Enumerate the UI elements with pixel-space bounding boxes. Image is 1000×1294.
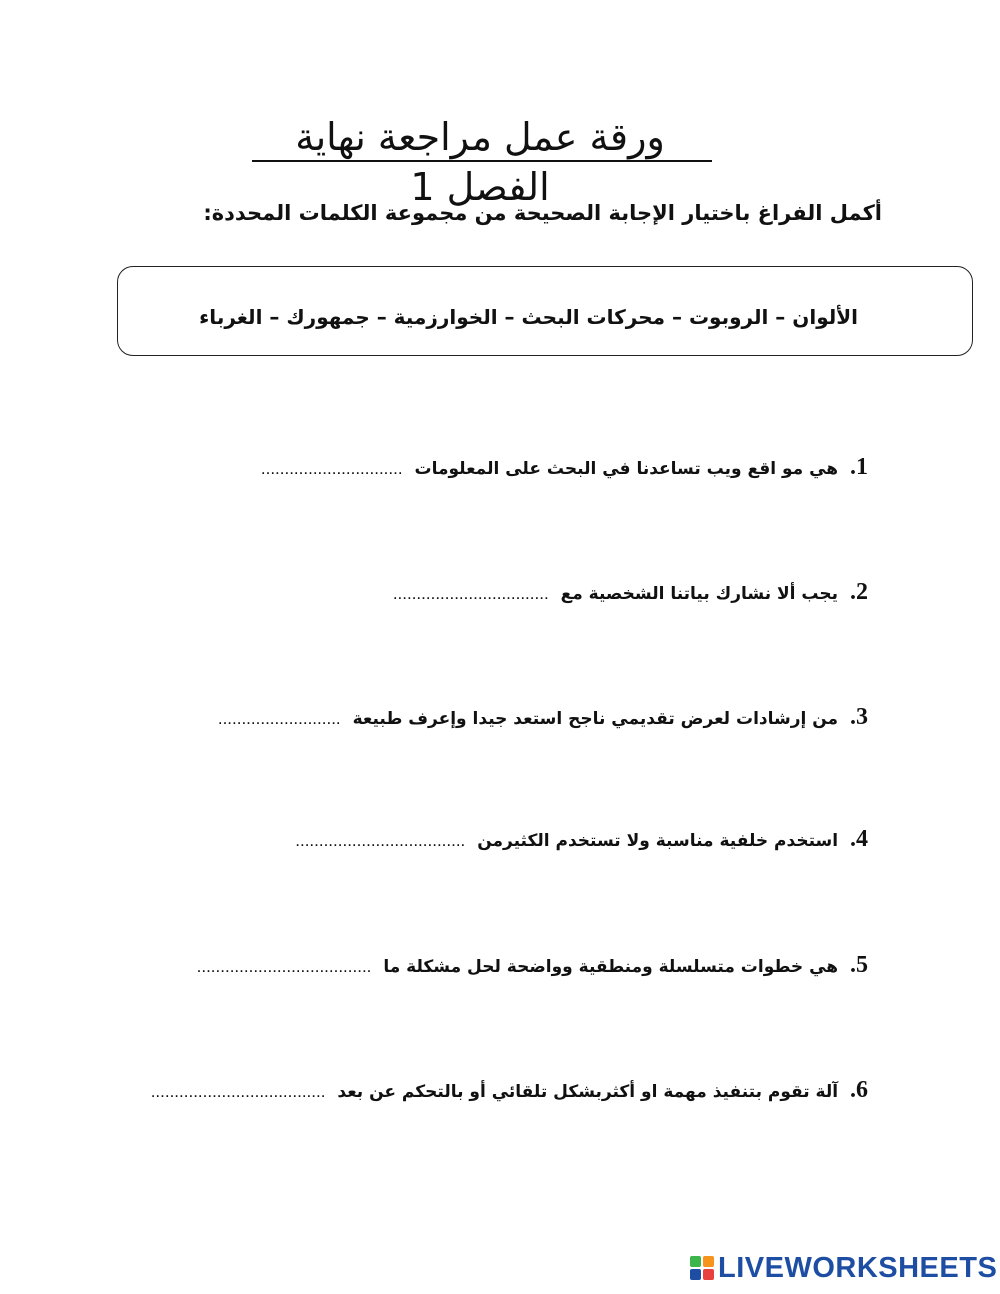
question-text: من إرشادات لعرض تقديمي ناجح استعد جيدا وإعرف طبيعة	[352, 709, 839, 729]
logo-square	[690, 1269, 701, 1280]
answer-blank[interactable]: .....................................	[150, 1082, 326, 1101]
question-text: يجب ألا نشارك بياتنا الشخصية مع	[560, 584, 839, 604]
question-number: 1.	[850, 454, 868, 480]
liveworksheets-logo-icon	[690, 1256, 714, 1280]
logo-text: LIVEWORKSHEETS	[718, 1252, 998, 1284]
question-5	[197, 948, 868, 984]
question-number: 6.	[850, 1077, 868, 1103]
question-3	[218, 700, 868, 736]
answer-blank[interactable]: .....................................	[196, 957, 372, 976]
answer-blank[interactable]: .................................	[392, 584, 549, 603]
question-text: هي مو اقع ويب تساعدنا في البحث على المعلومات	[414, 459, 839, 479]
answer-blank[interactable]: ....................................	[295, 831, 466, 850]
liveworksheets-logo[interactable]	[690, 1251, 997, 1285]
question-number: 4.	[850, 826, 868, 852]
title-underline	[252, 160, 712, 162]
question-2	[393, 575, 868, 611]
question-text: هي خطوات متسلسلة ومنطقية وواضحة لحل مشكلة ما	[383, 957, 839, 977]
logo-square	[690, 1256, 701, 1267]
logo-square	[703, 1256, 714, 1267]
question-number: 5.	[850, 952, 868, 978]
question-number: 2.	[850, 579, 868, 605]
question-number: 3.	[850, 704, 868, 730]
answer-blank[interactable]: ..........................	[217, 709, 341, 728]
question-6	[151, 1073, 868, 1109]
question-1	[261, 450, 868, 486]
question-text: آلة تقوم بتنفيذ مهمة او أكثربشكل تلقائي أو بالتحكم عن بعد	[337, 1082, 839, 1102]
answer-blank[interactable]: ..............................	[260, 459, 403, 478]
question-text: استخدم خلفية مناسبة ولا تستخدم الكثيرمن	[477, 831, 839, 851]
instructions-text: أكمل الفراغ باختيار الإجابة الصحيحة من مجموعة الكلمات المحددة:	[203, 201, 882, 225]
logo-square	[703, 1269, 714, 1280]
word-bank-text: الألوان – الروبوت – محركات البحث – الخوارزمية – جمهورك – الغرباء	[199, 305, 858, 329]
question-4	[295, 822, 868, 858]
worksheet-title: ورقة عمل مراجعة نهاية الفصل 1	[295, 115, 665, 209]
